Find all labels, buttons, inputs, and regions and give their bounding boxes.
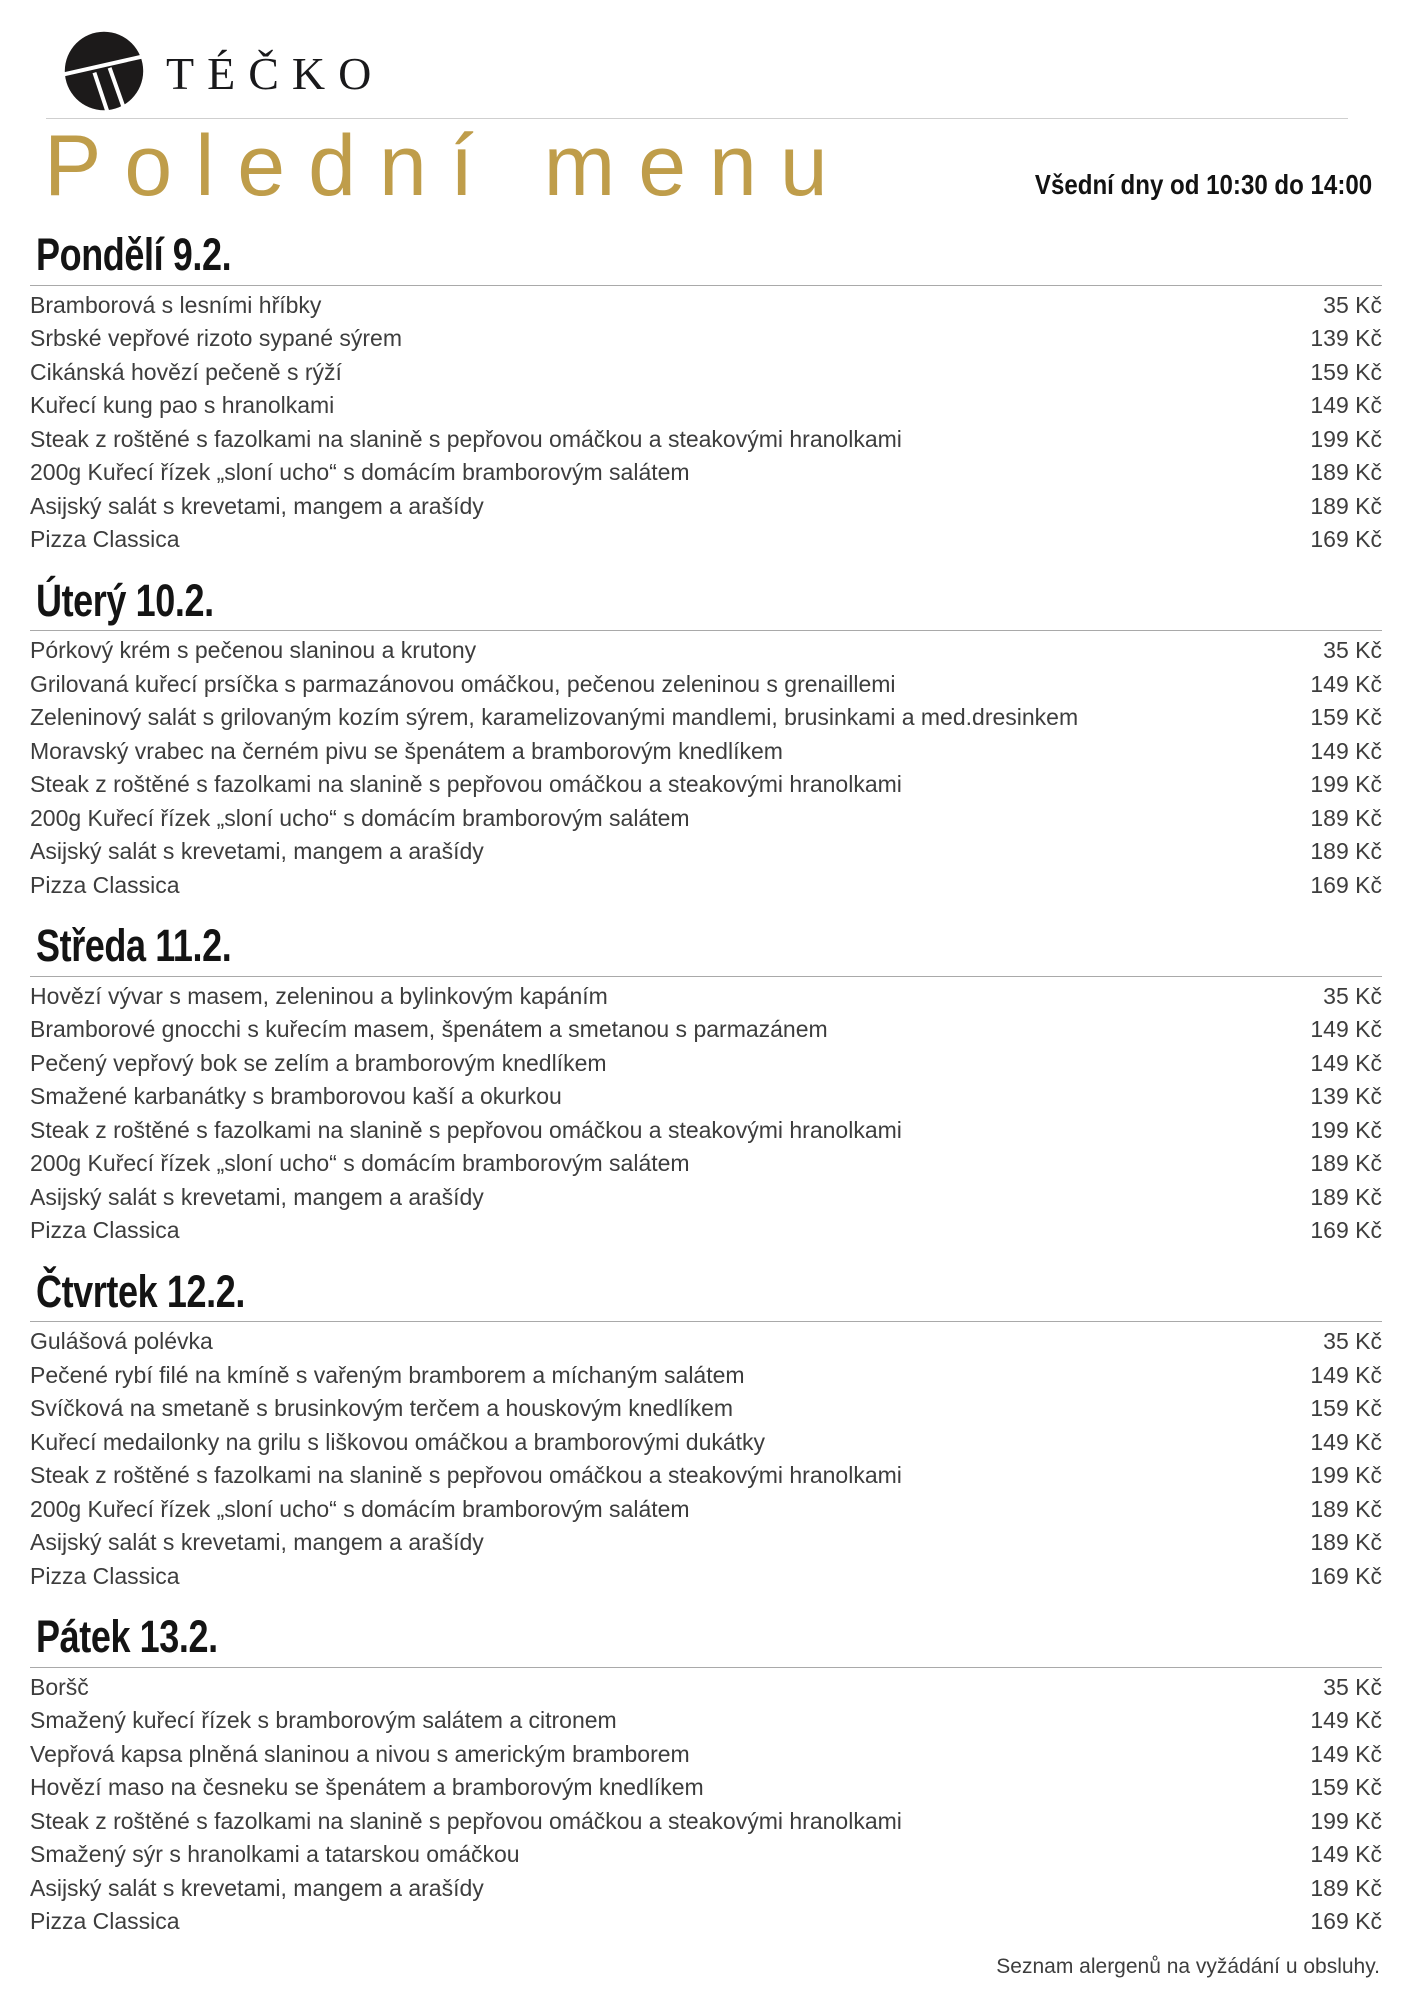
item-price: 169 Kč — [1310, 1562, 1382, 1589]
item-price: 189 Kč — [1310, 838, 1382, 865]
menu-item-row — [30, 1671, 1382, 1705]
item-name: 200g Kuřecí řízek „sloní ucho“ s domácím bramborovým salátem — [30, 1150, 690, 1177]
day-divider — [30, 630, 1382, 631]
item-price: 159 Kč — [1310, 1774, 1382, 1801]
item-price: 149 Kč — [1310, 1428, 1382, 1455]
menu-item-row — [30, 1325, 1382, 1359]
day-section — [30, 1612, 1382, 1939]
day-divider — [30, 976, 1382, 977]
section-rows — [30, 289, 1382, 557]
menu-item-row — [30, 1080, 1382, 1114]
item-name: 200g Kuřecí řízek „sloní ucho“ s domácím bramborovým salátem — [30, 1495, 690, 1522]
item-name: Asijský salát s krevetami, mangem a arašídy — [30, 1529, 484, 1556]
menu-sections — [30, 230, 1382, 1939]
item-price: 199 Kč — [1310, 771, 1382, 798]
item-price: 149 Kč — [1310, 737, 1382, 764]
item-price: 149 Kč — [1310, 1016, 1382, 1043]
item-name: Pórkový krém s pečenou slaninou a krutony — [30, 637, 477, 664]
item-price: 189 Kč — [1310, 804, 1382, 831]
item-price: 35 Kč — [1323, 1328, 1382, 1355]
item-name: Cikánská hovězí pečeně s rýží — [30, 358, 342, 385]
item-name: Steak z roštěné s fazolkami na slanině s pepřovou omáčkou a steakovými hranolkami — [30, 1116, 902, 1143]
item-price: 159 Kč — [1310, 358, 1382, 385]
item-price: 169 Kč — [1310, 1217, 1382, 1244]
item-price: 189 Kč — [1310, 1150, 1382, 1177]
item-price: 149 Kč — [1310, 392, 1382, 419]
item-price: 35 Kč — [1323, 291, 1382, 318]
item-price: 149 Kč — [1310, 670, 1382, 697]
item-name: Pečený vepřový bok se zelím a bramborovým knedlíkem — [30, 1049, 607, 1076]
item-price: 189 Kč — [1310, 1874, 1382, 1901]
item-name: Srbské vepřové rizoto sypané sýrem — [30, 325, 402, 352]
item-name: Steak z roštěné s fazolkami na slanině s pepřovou omáčkou a steakovými hranolkami — [30, 1462, 902, 1489]
item-price: 189 Kč — [1310, 1495, 1382, 1522]
menu-item-row — [30, 1493, 1382, 1527]
item-price: 149 Kč — [1310, 1361, 1382, 1388]
item-name: Hovězí vývar s masem, zeleninou a bylinkovým kapáním — [30, 982, 608, 1009]
item-price: 169 Kč — [1310, 1908, 1382, 1935]
day-heading: Čtvrtek 12.2. — [36, 1265, 245, 1317]
menu-item-row — [30, 1013, 1382, 1047]
menu-item-row — [30, 1047, 1382, 1081]
menu-item-row — [30, 322, 1382, 356]
day-heading: Pondělí 9.2. — [36, 229, 232, 281]
menu-item-row — [30, 668, 1382, 702]
item-name: Asijský salát s krevetami, mangem a arašídy — [30, 1874, 484, 1901]
menu-item-row — [30, 701, 1382, 735]
item-price: 149 Kč — [1310, 1841, 1382, 1868]
item-price: 35 Kč — [1323, 982, 1382, 1009]
day-heading: Pátek 13.2. — [36, 1611, 218, 1663]
item-name: Grilovaná kuřecí prsíčka s parmazánovou omáčkou, pečenou zeleninou s grenaillemi — [30, 670, 896, 697]
day-section — [30, 576, 1382, 903]
day-divider — [30, 1667, 1382, 1668]
item-name: Pečené rybí filé na kmíně s vařeným bramborem a míchaným salátem — [30, 1361, 745, 1388]
menu-item-row — [30, 1905, 1382, 1939]
item-name: Moravský vrabec na černém pivu se špenátem a bramborovým knedlíkem — [30, 737, 783, 764]
item-price: 35 Kč — [1323, 637, 1382, 664]
item-price: 199 Kč — [1310, 1116, 1382, 1143]
item-price: 159 Kč — [1310, 1395, 1382, 1422]
item-name: Kuřecí medailonky na grilu s liškovou omáčkou a bramborovými dukátky — [30, 1428, 766, 1455]
opening-hours: Všední dny od 10:30 do 14:00 — [1034, 169, 1372, 201]
item-name: Gulášová polévka — [30, 1328, 213, 1355]
restaurant-logo — [64, 30, 1382, 112]
menu-item-row — [30, 423, 1382, 457]
page-title: Polední menu — [44, 118, 851, 214]
item-price: 149 Kč — [1310, 1707, 1382, 1734]
menu-item-row — [30, 1181, 1382, 1215]
item-name: Asijský salát s krevetami, mangem a arašídy — [30, 838, 484, 865]
item-name: Asijský salát s krevetami, mangem a arašídy — [30, 1183, 484, 1210]
item-price: 199 Kč — [1310, 1462, 1382, 1489]
menu-item-row — [30, 523, 1382, 557]
item-name: 200g Kuřecí řízek „sloní ucho“ s domácím bramborovým salátem — [30, 804, 690, 831]
item-name: Steak z roštěné s fazolkami na slanině s pepřovou omáčkou a steakovými hranolkami — [30, 1807, 902, 1834]
menu-item-row — [30, 869, 1382, 903]
menu-item-row — [30, 356, 1382, 390]
item-price: 189 Kč — [1310, 1183, 1382, 1210]
day-section — [30, 230, 1382, 557]
menu-item-row — [30, 980, 1382, 1014]
item-name: Pizza Classica — [30, 1908, 180, 1935]
item-name: Smažený kuřecí řízek s bramborovým salátem a citronem — [30, 1707, 617, 1734]
item-name: Kuřecí kung pao s hranolkami — [30, 392, 335, 419]
item-price: 139 Kč — [1310, 1083, 1382, 1110]
menu-item-row — [30, 1805, 1382, 1839]
item-name: Smažené karbanátky s bramborovou kaší a okurkou — [30, 1083, 562, 1110]
section-rows — [30, 634, 1382, 902]
menu-item-row — [30, 1459, 1382, 1493]
section-rows — [30, 1325, 1382, 1593]
item-name: Steak z roštěné s fazolkami na slanině s pepřovou omáčkou a steakovými hranolkami — [30, 425, 902, 452]
tecko-logo-icon — [64, 31, 144, 111]
menu-item-row — [30, 1560, 1382, 1594]
menu-item-row — [30, 490, 1382, 524]
day-divider — [30, 285, 1382, 286]
menu-item-row — [30, 1114, 1382, 1148]
day-divider — [30, 1321, 1382, 1322]
item-price: 199 Kč — [1310, 1807, 1382, 1834]
item-price: 139 Kč — [1310, 325, 1382, 352]
menu-item-row — [30, 768, 1382, 802]
day-section — [30, 921, 1382, 1248]
menu-item-row — [30, 1359, 1382, 1393]
item-name: Bramborové gnocchi s kuřecím masem, špenátem a smetanou s parmazánem — [30, 1016, 828, 1043]
item-name: Asijský salát s krevetami, mangem a arašídy — [30, 492, 484, 519]
item-name: Zeleninový salát s grilovaným kozím sýrem, karamelizovanými mandlemi, brusinkami a med.dresinkem — [30, 704, 1079, 731]
item-price: 169 Kč — [1310, 871, 1382, 898]
item-name: Steak z roštěné s fazolkami na slanině s pepřovou omáčkou a steakovými hranolkami — [30, 771, 902, 798]
day-heading: Středa 11.2. — [36, 920, 232, 972]
item-price: 35 Kč — [1323, 1673, 1382, 1700]
item-name: Bramborová s lesními hříbky — [30, 291, 322, 318]
menu-item-row — [30, 1392, 1382, 1426]
item-price: 169 Kč — [1310, 526, 1382, 553]
menu-item-row — [30, 1872, 1382, 1906]
menu-item-row — [30, 1426, 1382, 1460]
menu-item-row — [30, 634, 1382, 668]
menu-item-row — [30, 835, 1382, 869]
menu-item-row — [30, 456, 1382, 490]
item-name: Pizza Classica — [30, 526, 180, 553]
menu-item-row — [30, 1738, 1382, 1772]
item-name: 200g Kuřecí řízek „sloní ucho“ s domácím bramborovým salátem — [30, 459, 690, 486]
menu-item-row — [30, 1771, 1382, 1805]
item-price: 149 Kč — [1310, 1740, 1382, 1767]
item-price: 189 Kč — [1310, 1529, 1382, 1556]
menu-item-row — [30, 1704, 1382, 1738]
menu-item-row — [30, 1147, 1382, 1181]
menu-item-row — [30, 1838, 1382, 1872]
item-name: Pizza Classica — [30, 1217, 180, 1244]
menu-item-row — [30, 735, 1382, 769]
item-price: 159 Kč — [1310, 704, 1382, 731]
item-name: Vepřová kapsa plněná slaninou a nivou s americkým bramborem — [30, 1740, 690, 1767]
menu-item-row — [30, 1214, 1382, 1248]
item-price: 199 Kč — [1310, 425, 1382, 452]
item-name: Pizza Classica — [30, 1562, 180, 1589]
menu-item-row — [30, 1526, 1382, 1560]
menu-item-row — [30, 289, 1382, 323]
item-price: 189 Kč — [1310, 492, 1382, 519]
section-rows — [30, 1671, 1382, 1939]
section-rows — [30, 980, 1382, 1248]
item-name: Boršč — [30, 1673, 89, 1700]
logo-wordmark: TÉČKO — [166, 47, 385, 99]
menu-item-row — [30, 389, 1382, 423]
item-name: Hovězí maso na česneku se špenátem a bramborovým knedlíkem — [30, 1774, 704, 1801]
item-name: Svíčková na smetaně s brusinkovým terčem a houskovým knedlíkem — [30, 1395, 734, 1422]
item-name: Smažený sýr s hranolkami a tatarskou omáčkou — [30, 1841, 520, 1868]
allergen-note: Seznam alergenů na vyžádání u obsluhy. — [996, 1954, 1380, 1978]
item-price: 149 Kč — [1310, 1049, 1382, 1076]
day-heading: Úterý 10.2. — [36, 574, 214, 626]
day-section — [30, 1267, 1382, 1594]
item-price: 189 Kč — [1310, 459, 1382, 486]
menu-item-row — [30, 802, 1382, 836]
item-name: Pizza Classica — [30, 871, 180, 898]
